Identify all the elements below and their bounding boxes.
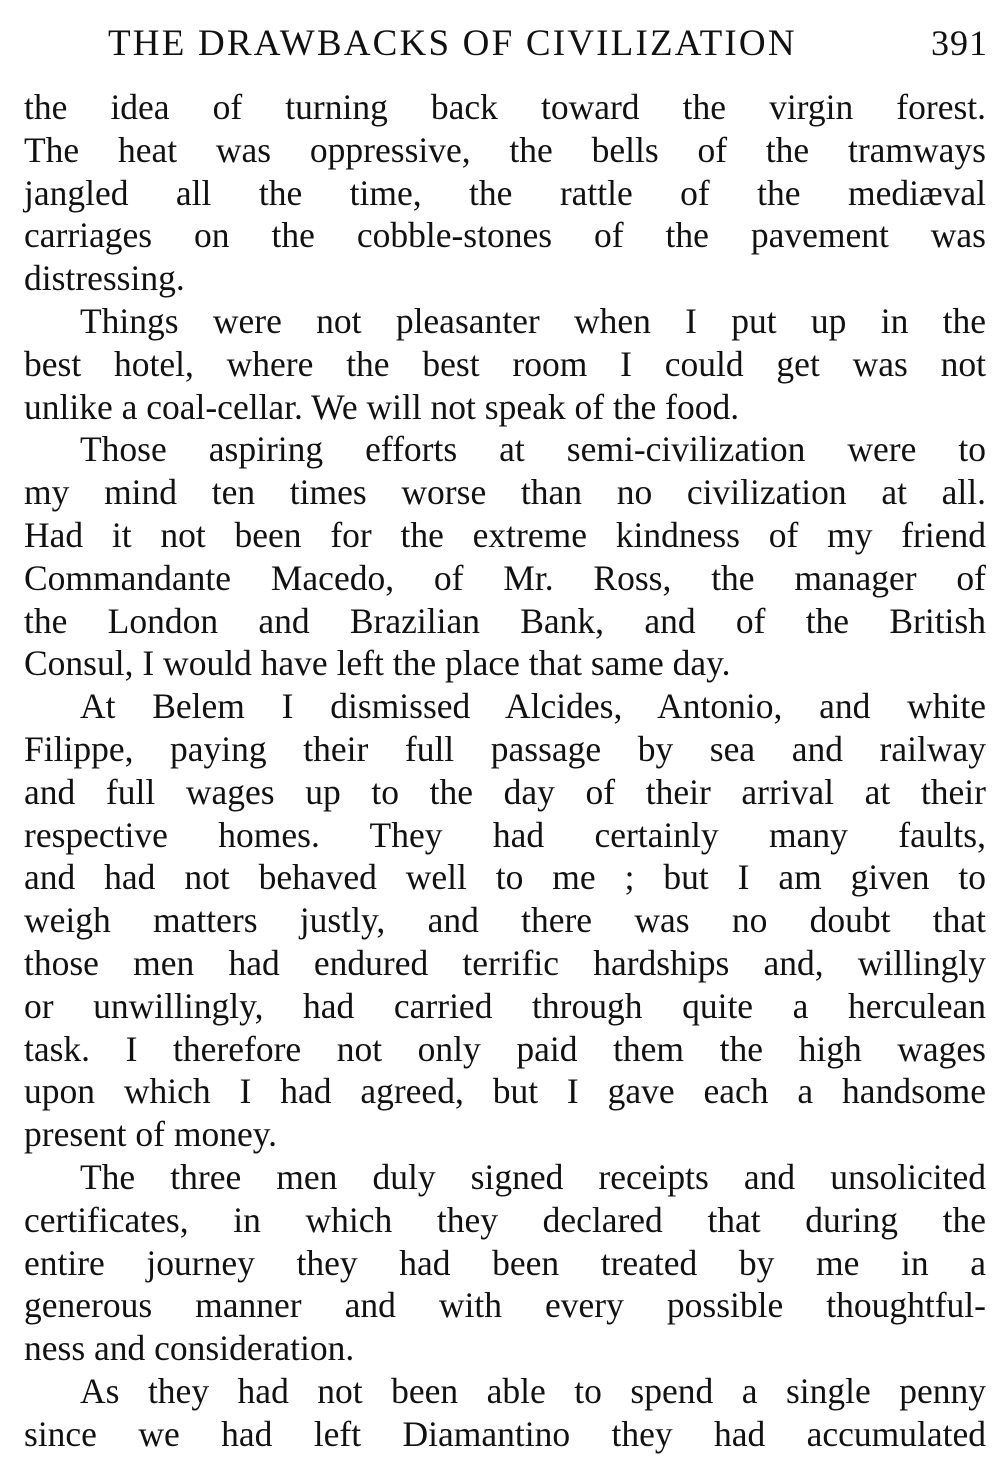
text-line: my mind ten times worse than no civilization at all.: [24, 472, 986, 513]
text-line: jangled all the time, the rattle of the mediæval: [24, 172, 986, 213]
text-line: and had not behaved well to me ; but I am given to: [24, 857, 986, 898]
text-line: Had it not been for the extreme kindness of my friend: [24, 514, 986, 555]
body-text: [24, 86, 986, 1456]
text-line: distressing.: [24, 258, 185, 299]
text-line: As they had not been able to spend a single penny: [80, 1370, 986, 1411]
text-line: the idea of turning back toward the virgin forest.: [24, 87, 986, 127]
text-line: entire journey they had been treated by me in a: [24, 1242, 986, 1283]
text-line: Consul, I would have left the place that same day.: [24, 643, 731, 684]
text-line: Filippe, paying their full passage by sea and railway: [24, 728, 986, 769]
text-line: unlike a coal-cellar. We will not speak of the food.: [24, 386, 740, 427]
text-line: Those aspiring efforts at semi-civilization were to: [80, 429, 986, 470]
text-line: At Belem I dismissed Alcides, Antonio, and white: [80, 686, 986, 727]
text-line: carriages on the cobble-stones of the pavement was: [24, 215, 986, 256]
text-line: since we had left Diamantino they had accumulated: [24, 1413, 986, 1454]
text-line: the London and Brazilian Bank, and of the British: [24, 600, 986, 641]
text-line: task. I therefore not only paid them the high wages: [24, 1028, 986, 1069]
text-line: generous manner and with every possible thoughtful-: [24, 1285, 986, 1326]
text-line: those men had endured terrific hardships and, willingly: [24, 942, 986, 983]
text-line: Things were not pleasanter when I put up in the: [80, 300, 986, 341]
text-line: weigh matters justly, and there was no doubt that: [24, 900, 986, 941]
chapter-title: THE DRAWBACKS OF CIVILIZATION: [108, 23, 797, 64]
running-head: [108, 22, 988, 72]
text-line: or unwillingly, had carried through quite a herculean: [24, 985, 986, 1026]
text-line: and full wages up to the day of their arrival at their: [24, 771, 986, 812]
text-line: respective homes. They had certainly many faults,: [24, 814, 986, 855]
page-number: 391: [931, 23, 988, 63]
text-line: The heat was oppressive, the bells of the tramways: [24, 129, 986, 170]
text-line: certificates, in which they declared that during the: [24, 1199, 986, 1240]
text-line: ness and consideration.: [24, 1328, 355, 1369]
text-line: best hotel, where the best room I could get was not: [24, 343, 986, 384]
text-line: upon which I had agreed, but I gave each a handsome: [24, 1071, 986, 1112]
text-line: The three men duly signed receipts and unsolicited: [80, 1156, 986, 1197]
text-line: Commandante Macedo, of Mr. Ross, the manager of: [24, 557, 986, 598]
text-line: present of money.: [24, 1114, 278, 1155]
